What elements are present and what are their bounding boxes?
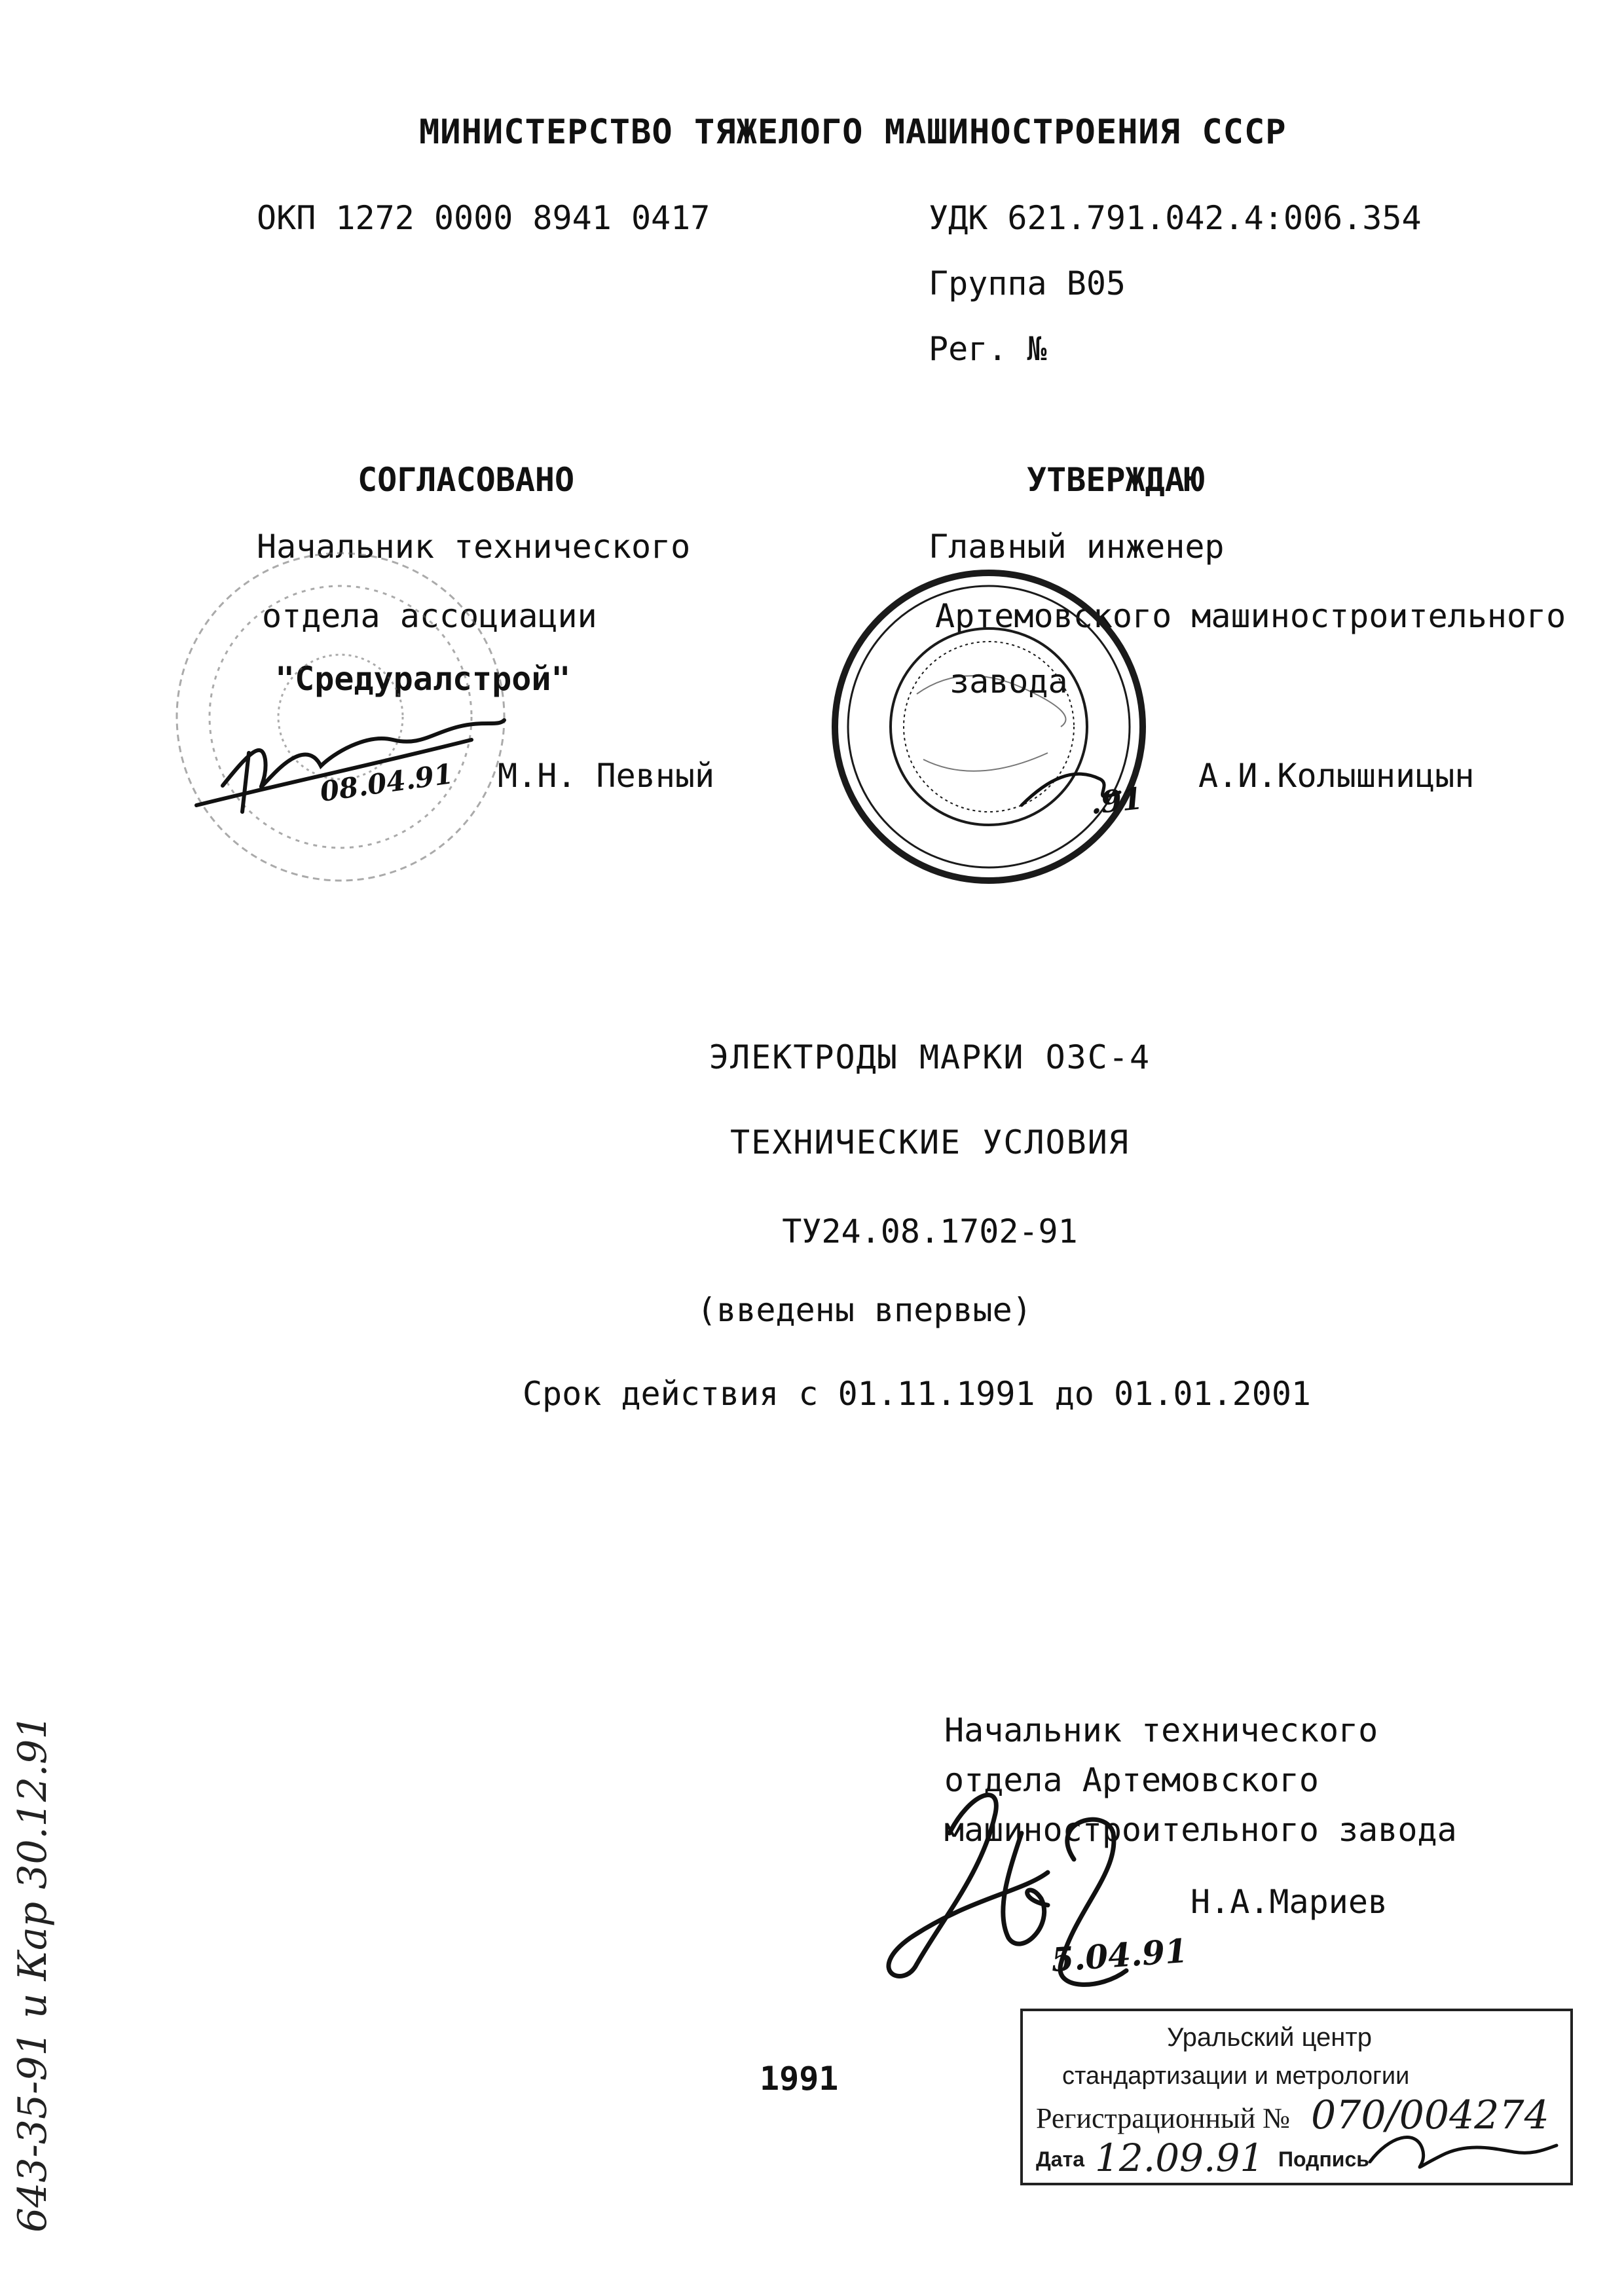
approval-left-line: отдела ассоциации (262, 597, 597, 635)
bottom-signature-date: 5.04.91 (1050, 1931, 1189, 1980)
approval-left-name: М.Н. Певный (498, 757, 715, 795)
approval-right-line: Главный инженер (929, 528, 1225, 566)
stamp-sign-label: Подпись (1278, 2147, 1369, 2171)
right-round-stamp (835, 573, 1143, 881)
left-round-stamp (177, 553, 504, 881)
approval-left-heading: СОГЛАСОВАНО (358, 461, 575, 499)
approval-right-line: завода (950, 663, 1068, 701)
stamp-reg-number: 070/004274 (1311, 2092, 1549, 2138)
validity-period: Срок действия с 01.11.1991 до 01.01.2001 (522, 1375, 1312, 1413)
left-signature-date: 08.04.91 (318, 757, 455, 809)
prepared-by-line: машиностроительного завода (944, 1811, 1457, 1849)
stamp-line-1: Уральский центр (1167, 2023, 1372, 2052)
stamp-reg-label: Регистрационный № (1036, 2102, 1291, 2134)
ministry-title: МИНИСТЕРСТВО ТЯЖЕЛОГО МАШИНОСТРОЕНИЯ СССР (419, 113, 1287, 152)
stamp-signature (1363, 2123, 1560, 2181)
approval-right-heading: УТВЕРЖДАЮ (1027, 461, 1204, 499)
stamp-date-label: Дата (1036, 2147, 1085, 2171)
stamp-date-value: 12.09.91 (1095, 2136, 1264, 2180)
document-title: ЭЛЕКТРОДЫ МАРКИ ОЗС-4 (709, 1038, 1151, 1076)
reg-number: Рег. № (929, 330, 1047, 368)
document-year: 1991 (760, 2060, 839, 2098)
udk-code: УДК 621.791.042.4:006.354 (929, 199, 1422, 237)
right-signature-date: .91 (1088, 780, 1145, 822)
approval-left-line: Начальник технического (257, 528, 691, 566)
approval-right-line: Артемовского машиностроительного (935, 597, 1566, 635)
prepared-by-line: отдела Артемовского (944, 1761, 1319, 1799)
prepared-by-name: Н.А.Мариев (1190, 1883, 1388, 1921)
approval-left-line: "Средуралстрой" (275, 660, 571, 698)
document-code: ТУ24.08.1702-91 (782, 1212, 1078, 1250)
document-note: (введены впервые) (697, 1291, 1032, 1329)
okp-code: ОКП 1272 0000 8941 0417 (257, 199, 710, 237)
prepared-by-line: Начальник технического (944, 1711, 1378, 1749)
approval-right-name: А.И.Колышницын (1198, 757, 1475, 795)
stamp-line-2: стандартизации и метрологии (1062, 2062, 1410, 2090)
group-code: Группа В05 (929, 264, 1126, 302)
registration-stamp (1020, 2009, 1573, 2185)
document-subtitle: ТЕХНИЧЕСКИЕ УСЛОВИЯ (730, 1123, 1130, 1161)
margin-note: 643-35-91 и Кар 30.12.91 (10, 1714, 56, 2232)
